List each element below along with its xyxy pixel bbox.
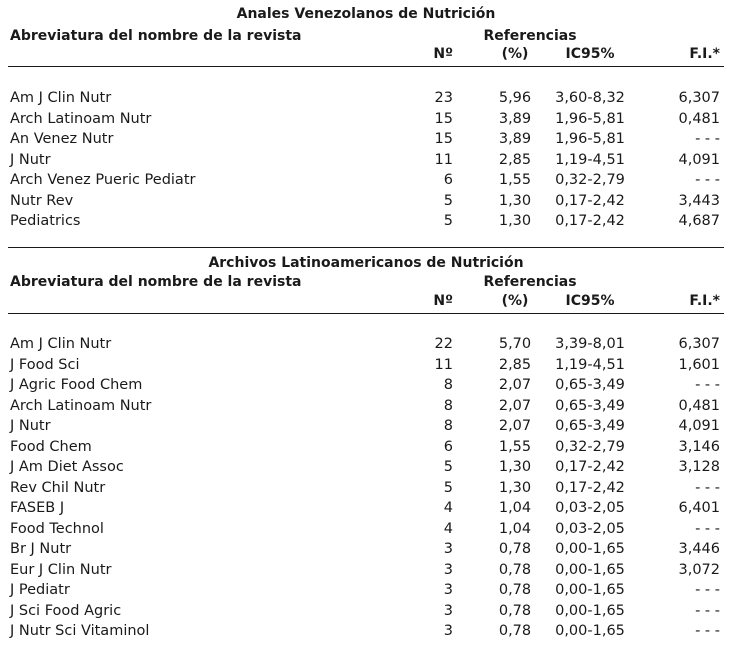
count-cell: 6 bbox=[443, 438, 453, 455]
percent-cell: 1,30 bbox=[498, 479, 532, 496]
impact-factor-cell: 3,443 bbox=[678, 192, 720, 209]
journal-name-cell: J Nutr bbox=[10, 151, 51, 168]
count-cell: 3 bbox=[443, 602, 453, 619]
percent-cell: 2,07 bbox=[498, 397, 532, 414]
journal-name-cell: J Nutr bbox=[10, 418, 51, 434]
table-row bbox=[8, 396, 724, 416]
percent-cell: 2,07 bbox=[498, 377, 532, 393]
table-row bbox=[8, 621, 724, 641]
count-cell: 5 bbox=[443, 192, 453, 209]
table-row bbox=[8, 88, 724, 108]
impact-factor-cell: - - - bbox=[695, 377, 720, 393]
header-references: Referencias bbox=[483, 274, 577, 290]
journal-name-cell: Food Technol bbox=[10, 520, 104, 537]
ci95-cell: 0,17-2,42 bbox=[555, 479, 625, 496]
journal-name-cell: J Am Diet Assoc bbox=[10, 459, 124, 475]
percent-cell: 2,85 bbox=[498, 356, 532, 373]
impact-factor-cell: - - - bbox=[695, 172, 720, 188]
table-row bbox=[8, 457, 724, 477]
impact-factor-cell: 4,091 bbox=[678, 151, 720, 168]
impact-factor-cell: 1,601 bbox=[678, 356, 720, 373]
count-cell: 8 bbox=[443, 377, 453, 393]
count-cell: 3 bbox=[443, 582, 453, 598]
header-count: Nº bbox=[433, 293, 453, 309]
journal-name-cell: Eur J Clin Nutr bbox=[10, 561, 112, 578]
percent-cell: 5,96 bbox=[498, 90, 532, 106]
percent-cell: 1,30 bbox=[498, 213, 532, 229]
percent-cell: 2,07 bbox=[498, 418, 532, 434]
percent-cell: 0,78 bbox=[498, 602, 532, 619]
count-cell: 15 bbox=[434, 110, 453, 127]
impact-factor-cell: 6,307 bbox=[678, 90, 720, 106]
header-percent: (%) bbox=[501, 293, 529, 309]
header-journal-abbreviation: Abreviatura del nombre de la revista bbox=[10, 28, 302, 44]
impact-factor-cell: 3,146 bbox=[678, 438, 720, 455]
table-row bbox=[8, 601, 724, 621]
impact-factor-cell: 3,072 bbox=[678, 561, 720, 578]
journal-name-cell: J Pediatr bbox=[10, 582, 70, 598]
percent-cell: 1,55 bbox=[498, 438, 532, 455]
section-archivos-latinoamericanos bbox=[8, 250, 724, 646]
section-title: Anales Venezolanos de Nutrición bbox=[236, 6, 496, 22]
table-row bbox=[8, 437, 724, 457]
impact-factor-cell: - - - bbox=[695, 623, 720, 639]
impact-factor-cell: 0,481 bbox=[678, 110, 720, 127]
table-row bbox=[8, 211, 724, 231]
impact-factor-cell: 4,091 bbox=[678, 418, 720, 434]
section-title: Archivos Latinoamericanos de Nutrición bbox=[208, 255, 524, 271]
header-count: Nº bbox=[433, 46, 453, 62]
journal-name-cell: Food Chem bbox=[10, 438, 92, 455]
header-ci95: IC95% bbox=[565, 46, 615, 62]
count-cell: 3 bbox=[443, 623, 453, 639]
ci95-cell: 0,03-2,05 bbox=[555, 500, 625, 516]
ci95-cell: 0,32-2,79 bbox=[555, 172, 625, 188]
count-cell: 5 bbox=[443, 459, 453, 475]
percent-cell: 1,30 bbox=[498, 192, 532, 209]
percent-cell: 0,78 bbox=[498, 561, 532, 578]
percent-cell: 5,70 bbox=[498, 336, 532, 352]
impact-factor-cell: - - - bbox=[695, 582, 720, 598]
impact-factor-cell: - - - bbox=[695, 520, 720, 537]
table-row bbox=[8, 580, 724, 600]
journal-name-cell: FASEB J bbox=[10, 500, 65, 516]
ci95-cell: 0,17-2,42 bbox=[555, 459, 625, 475]
table-row bbox=[8, 170, 724, 190]
table-row bbox=[8, 539, 724, 559]
table-row bbox=[8, 375, 724, 395]
count-cell: 5 bbox=[443, 479, 453, 496]
count-cell: 6 bbox=[443, 172, 453, 188]
table-row bbox=[8, 478, 724, 498]
count-cell: 3 bbox=[443, 541, 453, 557]
header-divider bbox=[8, 66, 724, 67]
journal-name-cell: J Nutr Sci Vitaminol bbox=[10, 623, 150, 639]
count-cell: 4 bbox=[443, 520, 453, 537]
count-cell: 5 bbox=[443, 213, 453, 229]
table-row bbox=[8, 334, 724, 354]
count-cell: 22 bbox=[434, 336, 453, 352]
journal-name-cell: Am J Clin Nutr bbox=[10, 90, 112, 106]
journal-name-cell: Arch Venez Pueric Pediatr bbox=[10, 172, 196, 188]
journal-name-cell: J Food Sci bbox=[10, 356, 80, 373]
ci95-cell: 0,17-2,42 bbox=[555, 213, 625, 229]
percent-cell: 0,78 bbox=[498, 541, 532, 557]
count-cell: 11 bbox=[434, 356, 453, 373]
impact-factor-cell: - - - bbox=[695, 602, 720, 619]
ci95-cell: 0,65-3,49 bbox=[555, 377, 625, 393]
count-cell: 8 bbox=[443, 418, 453, 434]
ci95-cell: 0,00-1,65 bbox=[555, 582, 625, 598]
table-row bbox=[8, 519, 724, 539]
ci95-cell: 1,19-4,51 bbox=[555, 151, 625, 168]
header-percent: (%) bbox=[501, 46, 529, 62]
header-ci95: IC95% bbox=[565, 293, 615, 309]
impact-factor-cell: 0,481 bbox=[678, 397, 720, 414]
header-impact-factor: F.I.* bbox=[689, 293, 720, 309]
table-row bbox=[8, 355, 724, 375]
ci95-cell: 0,32-2,79 bbox=[555, 438, 625, 455]
table-row bbox=[8, 150, 724, 170]
table-row bbox=[8, 129, 724, 149]
header-impact-factor: F.I.* bbox=[689, 46, 720, 62]
impact-factor-cell: 4,687 bbox=[678, 213, 720, 229]
impact-factor-cell: 6,401 bbox=[678, 500, 720, 516]
table-row bbox=[8, 498, 724, 518]
count-cell: 3 bbox=[443, 561, 453, 578]
ci95-cell: 0,00-1,65 bbox=[555, 623, 625, 639]
journal-name-cell: J Sci Food Agric bbox=[10, 602, 122, 619]
count-cell: 11 bbox=[434, 151, 453, 168]
journal-name-cell: Arch Latinoam Nutr bbox=[10, 110, 152, 127]
ci95-cell: 0,65-3,49 bbox=[555, 418, 625, 434]
ci95-cell: 0,03-2,05 bbox=[555, 520, 625, 537]
impact-factor-cell: 3,446 bbox=[678, 541, 720, 557]
impact-factor-cell: 3,128 bbox=[678, 459, 720, 475]
journal-name-cell: Pediatrics bbox=[10, 213, 81, 229]
ci95-cell: 1,96-5,81 bbox=[555, 110, 625, 127]
header-journal-abbreviation: Abreviatura del nombre de la revista bbox=[10, 274, 302, 290]
count-cell: 4 bbox=[443, 500, 453, 516]
journal-name-cell: J Agric Food Chem bbox=[10, 377, 143, 393]
percent-cell: 0,78 bbox=[498, 623, 532, 639]
journal-name-cell: Br J Nutr bbox=[10, 541, 72, 557]
ci95-cell: 0,00-1,65 bbox=[555, 561, 625, 578]
ci95-cell: 1,19-4,51 bbox=[555, 356, 625, 373]
header-divider bbox=[8, 313, 724, 314]
impact-factor-cell: - - - bbox=[695, 479, 720, 496]
table-row bbox=[8, 416, 724, 436]
ci95-cell: 3,60-8,32 bbox=[555, 90, 625, 106]
percent-cell: 3,89 bbox=[498, 110, 532, 127]
ci95-cell: 3,39-8,01 bbox=[555, 336, 625, 352]
table-row bbox=[8, 191, 724, 211]
journal-name-cell: Rev Chil Nutr bbox=[10, 479, 106, 496]
percent-cell: 2,85 bbox=[498, 151, 532, 168]
percent-cell: 1,55 bbox=[498, 172, 532, 188]
impact-factor-cell: 6,307 bbox=[678, 336, 720, 352]
count-cell: 23 bbox=[434, 90, 453, 106]
header-references: Referencias bbox=[483, 28, 577, 44]
percent-cell: 1,04 bbox=[498, 500, 532, 516]
journal-name-cell: Arch Latinoam Nutr bbox=[10, 397, 152, 414]
impact-factor-cell: - - - bbox=[695, 131, 720, 147]
ci95-cell: 0,00-1,65 bbox=[555, 602, 625, 619]
journal-name-cell: An Venez Nutr bbox=[10, 131, 114, 147]
table-row bbox=[8, 560, 724, 580]
section-divider bbox=[8, 247, 724, 248]
ci95-cell: 0,17-2,42 bbox=[555, 192, 625, 209]
table-row bbox=[8, 109, 724, 129]
section-anales-venezolanos bbox=[8, 0, 724, 236]
journal-name-cell: Am J Clin Nutr bbox=[10, 336, 112, 352]
percent-cell: 0,78 bbox=[498, 582, 532, 598]
percent-cell: 1,30 bbox=[498, 459, 532, 475]
ci95-cell: 1,96-5,81 bbox=[555, 131, 625, 147]
ci95-cell: 0,00-1,65 bbox=[555, 541, 625, 557]
journal-name-cell: Nutr Rev bbox=[10, 192, 74, 209]
count-cell: 8 bbox=[443, 397, 453, 414]
count-cell: 15 bbox=[434, 131, 453, 147]
percent-cell: 3,89 bbox=[498, 131, 532, 147]
ci95-cell: 0,65-3,49 bbox=[555, 397, 625, 414]
percent-cell: 1,04 bbox=[498, 520, 532, 537]
